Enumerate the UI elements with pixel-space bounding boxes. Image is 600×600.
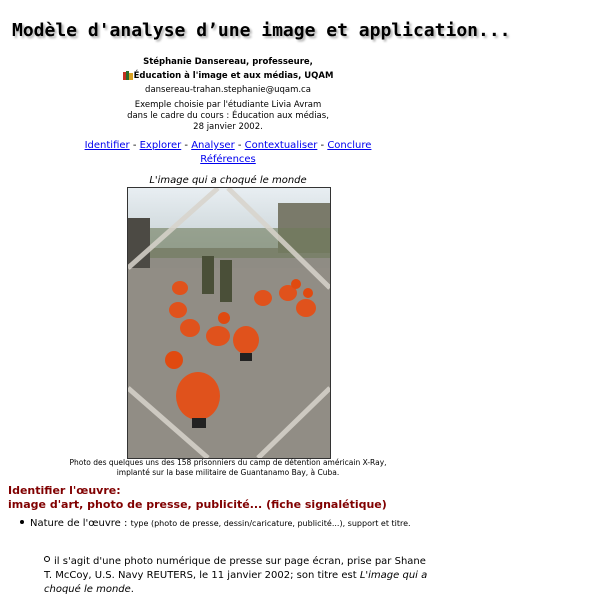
nav-link-contextualiser[interactable]: Contextualiser: [244, 140, 318, 151]
example-line: Exemple choisie par l'étudiante Livia Avram: [134, 100, 322, 110]
list-item: [20, 518, 411, 529]
photo-illustration: [128, 188, 330, 458]
bullet-icon: [20, 520, 24, 524]
heading-line: Identifier l'œuvre:: [8, 484, 121, 497]
author-name: Stéphanie Dansereau, professeure,: [143, 57, 313, 67]
author-email: dansereau-trahan.stephanie@uqam.ca: [145, 85, 311, 95]
section-nav: [0, 139, 456, 167]
item-label: Nature de l'œuvre :: [30, 518, 131, 529]
example-line: 28 janvier 2002.: [193, 122, 263, 132]
books-icon: [123, 70, 133, 80]
item-detail: type (photo de presse, dessin/caricature, publicité...), support et titre.: [130, 519, 411, 528]
nav-separator: -: [234, 140, 245, 151]
nav-link-references[interactable]: Références: [200, 154, 256, 165]
sub-item-end: .: [130, 584, 134, 595]
nav-link-explorer[interactable]: Explorer: [139, 140, 182, 151]
nav-separator: -: [317, 140, 328, 151]
sub-item-text: il s'agit d'une photo numérique de presse sur page écran, prise par Shane T. McCoy, U.S. Navy REUTERS, le 11 janvier 2002; son titre est: [44, 556, 426, 581]
circle-bullet-icon: [44, 556, 50, 562]
nav-separator: -: [181, 140, 192, 151]
author-block: [0, 55, 456, 97]
caption-line: Photo des quelques uns des 158 prisonniers du camp de détention américain X-Ray,: [69, 458, 387, 467]
nav-separator: -: [129, 140, 140, 151]
news-photo: [127, 187, 331, 459]
section-heading: [8, 484, 387, 512]
page-title: Modèle d'analyse d’une image et application...: [12, 20, 511, 41]
heading-line: image d'art, photo de presse, publicité... (fiche signalétique): [8, 498, 387, 511]
example-line: dans le cadre du cours : Éducation aux médias,: [127, 111, 329, 121]
author-program: Éducation à l'image et aux médias, UQAM: [0, 69, 456, 83]
caption-line: implanté sur la base militaire de Guantanamo Bay, à Cuba.: [116, 468, 340, 477]
figure-caption: [0, 458, 456, 478]
nav-link-analyser[interactable]: Analyser: [191, 140, 235, 151]
sub-list-item: [44, 555, 434, 597]
nav-link-conclure[interactable]: Conclure: [327, 140, 372, 151]
sub-item-title: L'image qui a choqué le monde: [44, 570, 428, 595]
figure-title: L'image qui a choqué le monde: [149, 175, 307, 186]
nav-link-identifier[interactable]: Identifier: [84, 140, 130, 151]
example-note: [0, 100, 456, 133]
